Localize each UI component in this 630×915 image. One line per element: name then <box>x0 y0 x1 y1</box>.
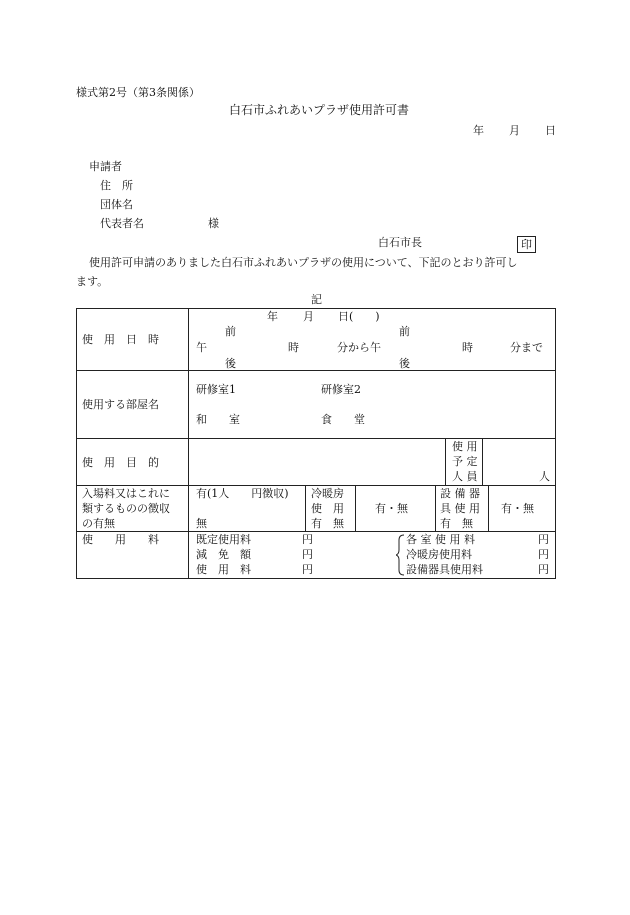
rooms-label: 使用する部屋名 <box>82 398 159 411</box>
equipment-label-1: 設 備 器 <box>440 487 480 500</box>
fee-divider <box>305 485 306 531</box>
purpose-divider <box>482 438 483 485</box>
admission-yes: 有(1人 円徴収) <box>196 487 289 500</box>
aircon-label-3: 有 無 <box>311 517 344 530</box>
address-label: 住 所 <box>100 179 133 192</box>
form-number: 様式第2号（第3条関係） <box>76 86 200 99</box>
applicant-heading: 申請者 <box>89 160 122 173</box>
table-rule <box>76 485 556 486</box>
standard-fee-label: 既定使用料 <box>196 533 251 546</box>
table-rule <box>76 531 556 532</box>
admission-no: 無 <box>196 517 207 530</box>
purpose-label: 使 用 目 的 <box>82 456 159 469</box>
people-unit: 人 <box>539 470 550 483</box>
aircon-label-2: 使 用 <box>311 502 344 515</box>
representative-label: 代表者名 <box>100 217 144 230</box>
equipment-choice: 有・無 <box>501 502 534 515</box>
table-border-left <box>76 308 77 579</box>
equipment-fee-yen: 円 <box>538 563 549 576</box>
issuer-mayor: 白石市長 <box>378 236 422 249</box>
end-ato: 後 <box>399 357 410 370</box>
body-text-line-1: 使用許可申請のありました白石市ふれあいプラザの使用について、下記のとおり許可し <box>89 256 518 269</box>
date-day-label: 日 <box>545 124 556 137</box>
charge-label: 使 用 料 <box>82 533 159 546</box>
room-fee-yen: 円 <box>538 533 549 546</box>
aircon-fee-label: 冷暖房使用料 <box>406 548 472 561</box>
aircon-fee-yen: 円 <box>538 548 549 561</box>
body-text-line-2: ます。 <box>76 275 109 288</box>
standard-fee-yen: 円 <box>302 533 313 546</box>
date-month-label: 月 <box>509 124 520 137</box>
start-hour: 時 <box>288 341 299 354</box>
scheduled-label-3: 人 員 <box>452 470 478 483</box>
datetime-label: 使 用 日 時 <box>82 333 159 346</box>
table-border-bottom <box>76 578 556 579</box>
admission-label-3: の有無 <box>82 517 115 530</box>
equipment-label-2: 具 使 用 <box>440 502 480 515</box>
start-ato: 後 <box>225 357 236 370</box>
room-fee-label: 各 室 使 用 料 <box>406 533 475 546</box>
label-column-divider <box>188 308 189 579</box>
aircon-choice: 有・無 <box>375 502 408 515</box>
aircon-label-1: 冷暖房 <box>311 487 344 500</box>
room-kenshu-2: 研修室2 <box>321 383 361 396</box>
seal-stamp: 印 <box>517 236 536 253</box>
fee-divider <box>488 485 489 531</box>
table-rule <box>76 370 556 371</box>
fee-divider <box>435 485 436 531</box>
equipment-label-3: 有 無 <box>440 517 473 530</box>
start-zen: 前 <box>225 325 236 338</box>
usage-fee-label: 使 用 料 <box>196 563 251 576</box>
from-text: 分から午 <box>337 341 381 354</box>
usage-fee-yen: 円 <box>302 563 313 576</box>
room-kenshu-1: 研修室1 <box>196 383 236 396</box>
end-zen: 前 <box>399 325 410 338</box>
table-border-right <box>555 308 556 579</box>
start-go: 午 <box>196 341 207 354</box>
datetime-year: 年 <box>267 310 278 323</box>
table-rule <box>76 438 556 439</box>
reduction-yen: 円 <box>302 548 313 561</box>
purpose-divider <box>445 438 446 485</box>
room-washitsu: 和 室 <box>196 413 240 426</box>
scheduled-label-1: 使 用 <box>452 440 478 453</box>
date-year-label: 年 <box>473 124 484 137</box>
datetime-month: 月 <box>303 310 314 323</box>
end-hour: 時 <box>462 341 473 354</box>
room-shokudo: 食 堂 <box>321 413 365 426</box>
table-border-top <box>76 308 556 309</box>
group-name-label: 団体名 <box>100 198 133 211</box>
reduction-label: 減 免 額 <box>196 548 251 561</box>
datetime-day-weekday: 日( ) <box>338 310 380 323</box>
admission-label-1: 入場料又はこれに <box>82 487 170 500</box>
fee-divider <box>355 485 356 531</box>
until-text: 分まで <box>510 341 543 354</box>
ki-heading: 記 <box>311 293 322 306</box>
breakdown-bracket <box>396 533 406 577</box>
admission-label-2: 類するものの徴収 <box>82 502 170 515</box>
honorific-sama: 様 <box>208 217 219 230</box>
equipment-fee-label: 設備器具使用料 <box>406 563 483 576</box>
document-title: 白石市ふれあいプラザ使用許可書 <box>229 103 410 117</box>
scheduled-label-2: 予 定 <box>452 455 478 468</box>
